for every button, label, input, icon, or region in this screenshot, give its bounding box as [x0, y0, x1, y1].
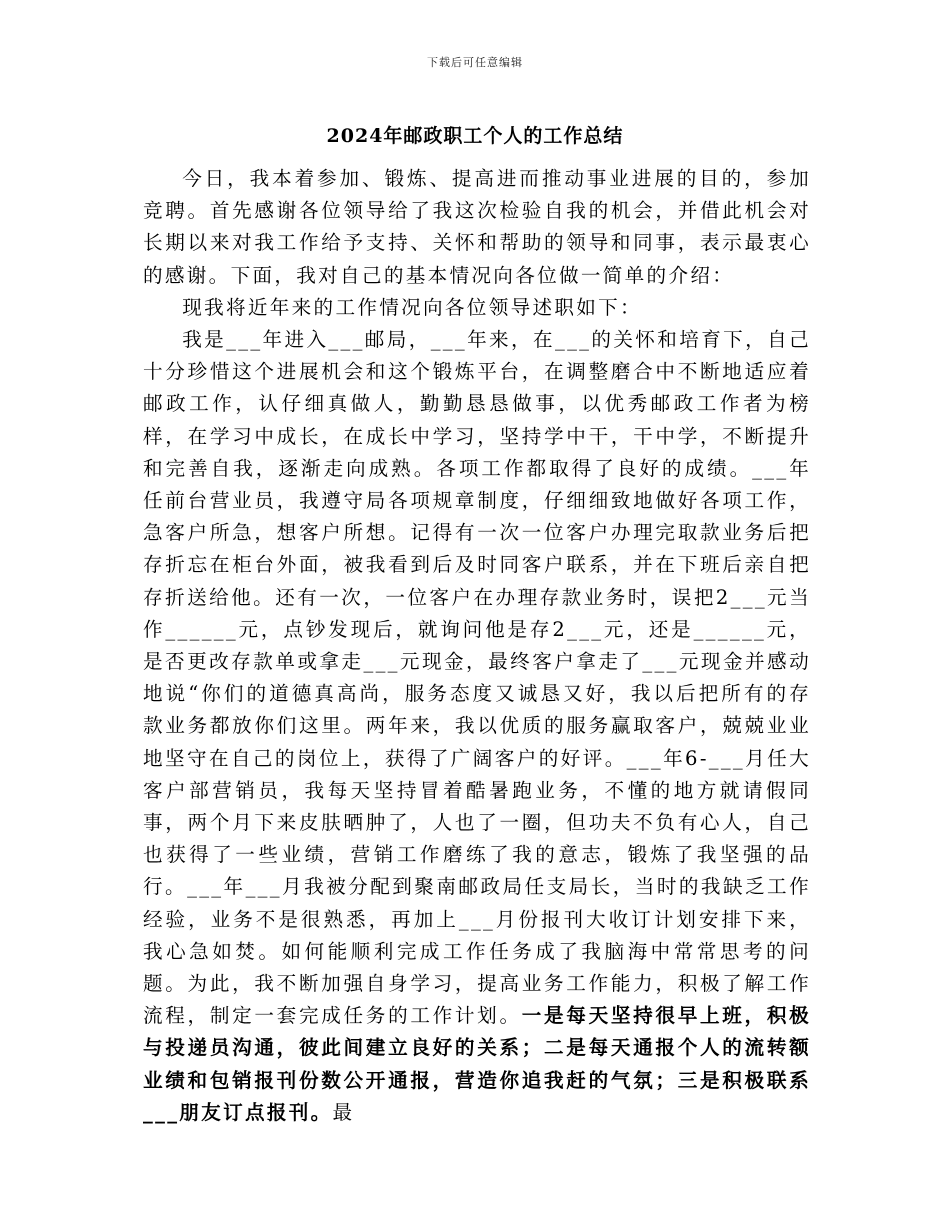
paragraph-work-history [143, 324, 811, 1129]
document-title: 2024年邮政职工个人的工作总结 [326, 125, 624, 147]
page-header-note: 下载后可任意编辑 [427, 56, 523, 69]
document-body [143, 163, 811, 1129]
trailing-text: 最 [332, 1100, 355, 1124]
paragraph-work-history-text: 我是___年进入___邮局，___年来，在___的关怀和培育下，自己十分珍惜这个进展机会和这个锻炼平台，在调整磨合中不断地适应着邮政工作，认仔细真做人，勤勤恳恳做事，以优秀邮政工作者为榜样，在学习中成长，在成长中学习，坚持学中干，干中学，不断提升和完善自我，逐渐走向成熟。各项工作都取得了良好的成绩。___年任前台营业员，我遵守局各项规章制度，仔细细致地做好各项工作，急客户所急，想客户所想。记得有一次一位客户办理完取款业务后把存折忘在柜台外面，被我看到后及时同客户联系，并在下班后亲自把存折送给他。还有一次，一位客户在办理存款业务时，误把2___元当作______元，点钞发现后，就询问他是存2___元，还是______元，是否更改存款单或拿走___元现金，最终客户拿走了___元现金并感动地说“你们的道德真高尚，服务态度又诚恳又好，我以后把所有的存款业务都放你们这里。两年来，我以优质的服务赢取客户，兢兢业业地坚守在自己的岗位上，获得了广阔客户的好评。___年6-___月任大客户部营销员，我每天坚持冒着酷暑跑业务，不懂的地方就请假同事，两个月下来皮肤晒肿了，人也了一圈，但功夫不负有心人，自己也获得了一些业绩，营销工作磨练了我的意志，锻炼了我坚强的品行。___年___月我被分配到聚南邮政局任支局长，当时的我缺乏工作经验，业务不是很熟悉，再加上___月份报刊大收订计划安排下来，我心急如焚。如何能顺利完成工作任务成了我脑海中常常思考的问题。为此，我不断加强自身学习，提高业务工作能力，积极了解工作流程，制定一套完成任务的工作计划。 [143, 328, 811, 1028]
bold-action-list: 一是每天坚持很早上班，积极与投递员沟通，彼此间建立良好的关系；二是每天通报个人的流转额业绩和包销报刊份数公开通报，营造你追我赶的气氛；三是积极联系___朋友订点报刊。 [143, 1004, 811, 1124]
paragraph-report-intro: 现我将近年来的工作情况向各位领导述职如下： [182, 295, 642, 319]
paragraph-intro: 今日，我本着参加、锻炼、提高进而推动事业进展的目的，参加竞聘。首先感谢各位领导给了我这次检验自我的机会，并借此机会对长期以来对我工作给予支持、关怀和帮助的领导和同事，表示最衷心的感谢。下面，我对自己的基本情况向各位做一简单的介绍： [143, 167, 811, 287]
